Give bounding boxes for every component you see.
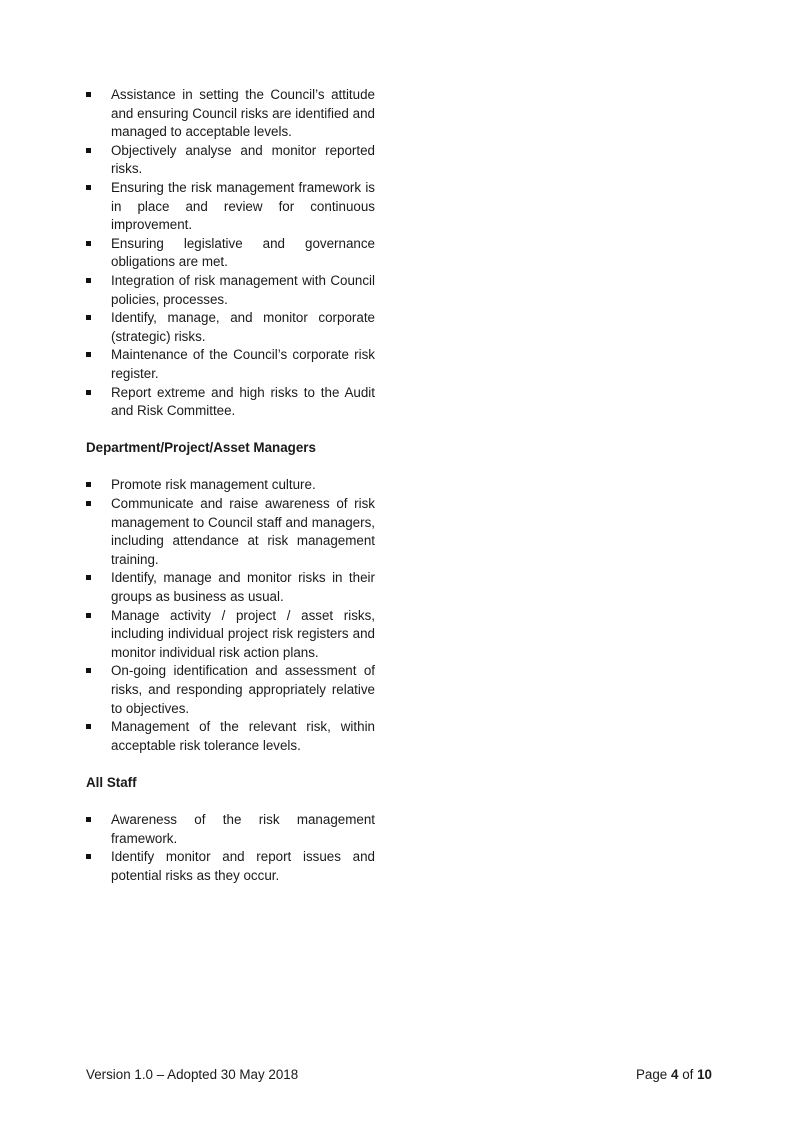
responsibilities-list (86, 86, 375, 421)
list-item-text: Management of the relevant risk, within acceptable risk tolerance levels. (111, 719, 375, 753)
square-bullet-icon (86, 92, 91, 97)
list-item (86, 476, 375, 495)
list-item-text: Maintenance of the Council’s corporate risk register. (111, 347, 375, 381)
list-item (86, 662, 375, 718)
list-item (86, 235, 375, 272)
list-item (86, 272, 375, 309)
list-item-text: Identify monitor and report issues and potential risks as they occur. (111, 849, 375, 883)
square-bullet-icon (86, 352, 91, 357)
list-item-text: On-going identification and assessment of risks, and responding appropriately relative to objectives. (111, 663, 375, 716)
list-item-text: Report extreme and high risks to the Audit and Risk Committee. (111, 384, 375, 419)
list-item-text: Identify, manage, and monitor corporate (strategic) risks. (111, 310, 375, 344)
list-item (86, 142, 375, 179)
page-prefix: Page (635, 1067, 668, 1082)
square-bullet-icon (86, 315, 91, 320)
page-total: 10 (697, 1067, 712, 1082)
list-item-text: Communicate and raise awareness of risk management to Council staff and managers, including attendance at risk management training. (111, 496, 375, 567)
list-item-text: Ensuring legislative and governance obligations are met. (111, 235, 375, 270)
list-item (86, 309, 375, 346)
managers-list (86, 476, 375, 755)
list-item (86, 86, 375, 142)
list-item-text: Identify, manage and monitor risks in their groups as business as usual. (111, 570, 375, 605)
list-item-text: Promote risk management culture. (111, 477, 316, 493)
square-bullet-icon (86, 390, 91, 395)
square-bullet-icon (86, 501, 91, 506)
square-bullet-icon (86, 817, 91, 822)
square-bullet-icon (86, 482, 91, 487)
square-bullet-icon (86, 613, 91, 618)
list-item (86, 718, 375, 755)
list-item (86, 384, 375, 421)
list-item-text: Awareness of the risk management framework. (111, 812, 375, 846)
page-number (636, 1066, 712, 1084)
version-text: Version 1.0 – Adopted 30 May 2018 (86, 1067, 299, 1082)
square-bullet-icon (86, 575, 91, 580)
section-heading-managers: Department/Project/Asset Managers (86, 440, 316, 456)
list-item (86, 811, 375, 848)
list-item-text: Integration of risk management with Council policies, processes. (111, 272, 375, 307)
list-item (86, 848, 375, 885)
page-of: of (682, 1067, 694, 1082)
square-bullet-icon (86, 724, 91, 729)
page-current: 4 (671, 1067, 679, 1082)
square-bullet-icon (86, 278, 91, 283)
square-bullet-icon (86, 668, 91, 673)
section-heading-all-staff: All Staff (86, 774, 137, 790)
square-bullet-icon (86, 185, 91, 190)
list-item (86, 495, 375, 569)
list-item (86, 179, 375, 235)
content-column (86, 86, 375, 886)
square-bullet-icon (86, 854, 91, 859)
list-item-text: Ensuring the risk management framework is in place and review for continuous improvement. (111, 179, 375, 233)
all-staff-list (86, 811, 375, 885)
list-item (86, 569, 375, 606)
list-item (86, 607, 375, 663)
list-item-text: Objectively analyse and monitor reported risks. (111, 142, 375, 177)
square-bullet-icon (86, 241, 91, 246)
list-item-text: Manage activity / project / asset risks, including individual project risk registers and monitor individual risk action plans. (111, 607, 375, 660)
list-item-text: Assistance in setting the Council’s attitude and ensuring Council risks are identified and managed to acceptable levels. (111, 87, 375, 140)
list-item (86, 346, 375, 383)
square-bullet-icon (86, 148, 91, 153)
